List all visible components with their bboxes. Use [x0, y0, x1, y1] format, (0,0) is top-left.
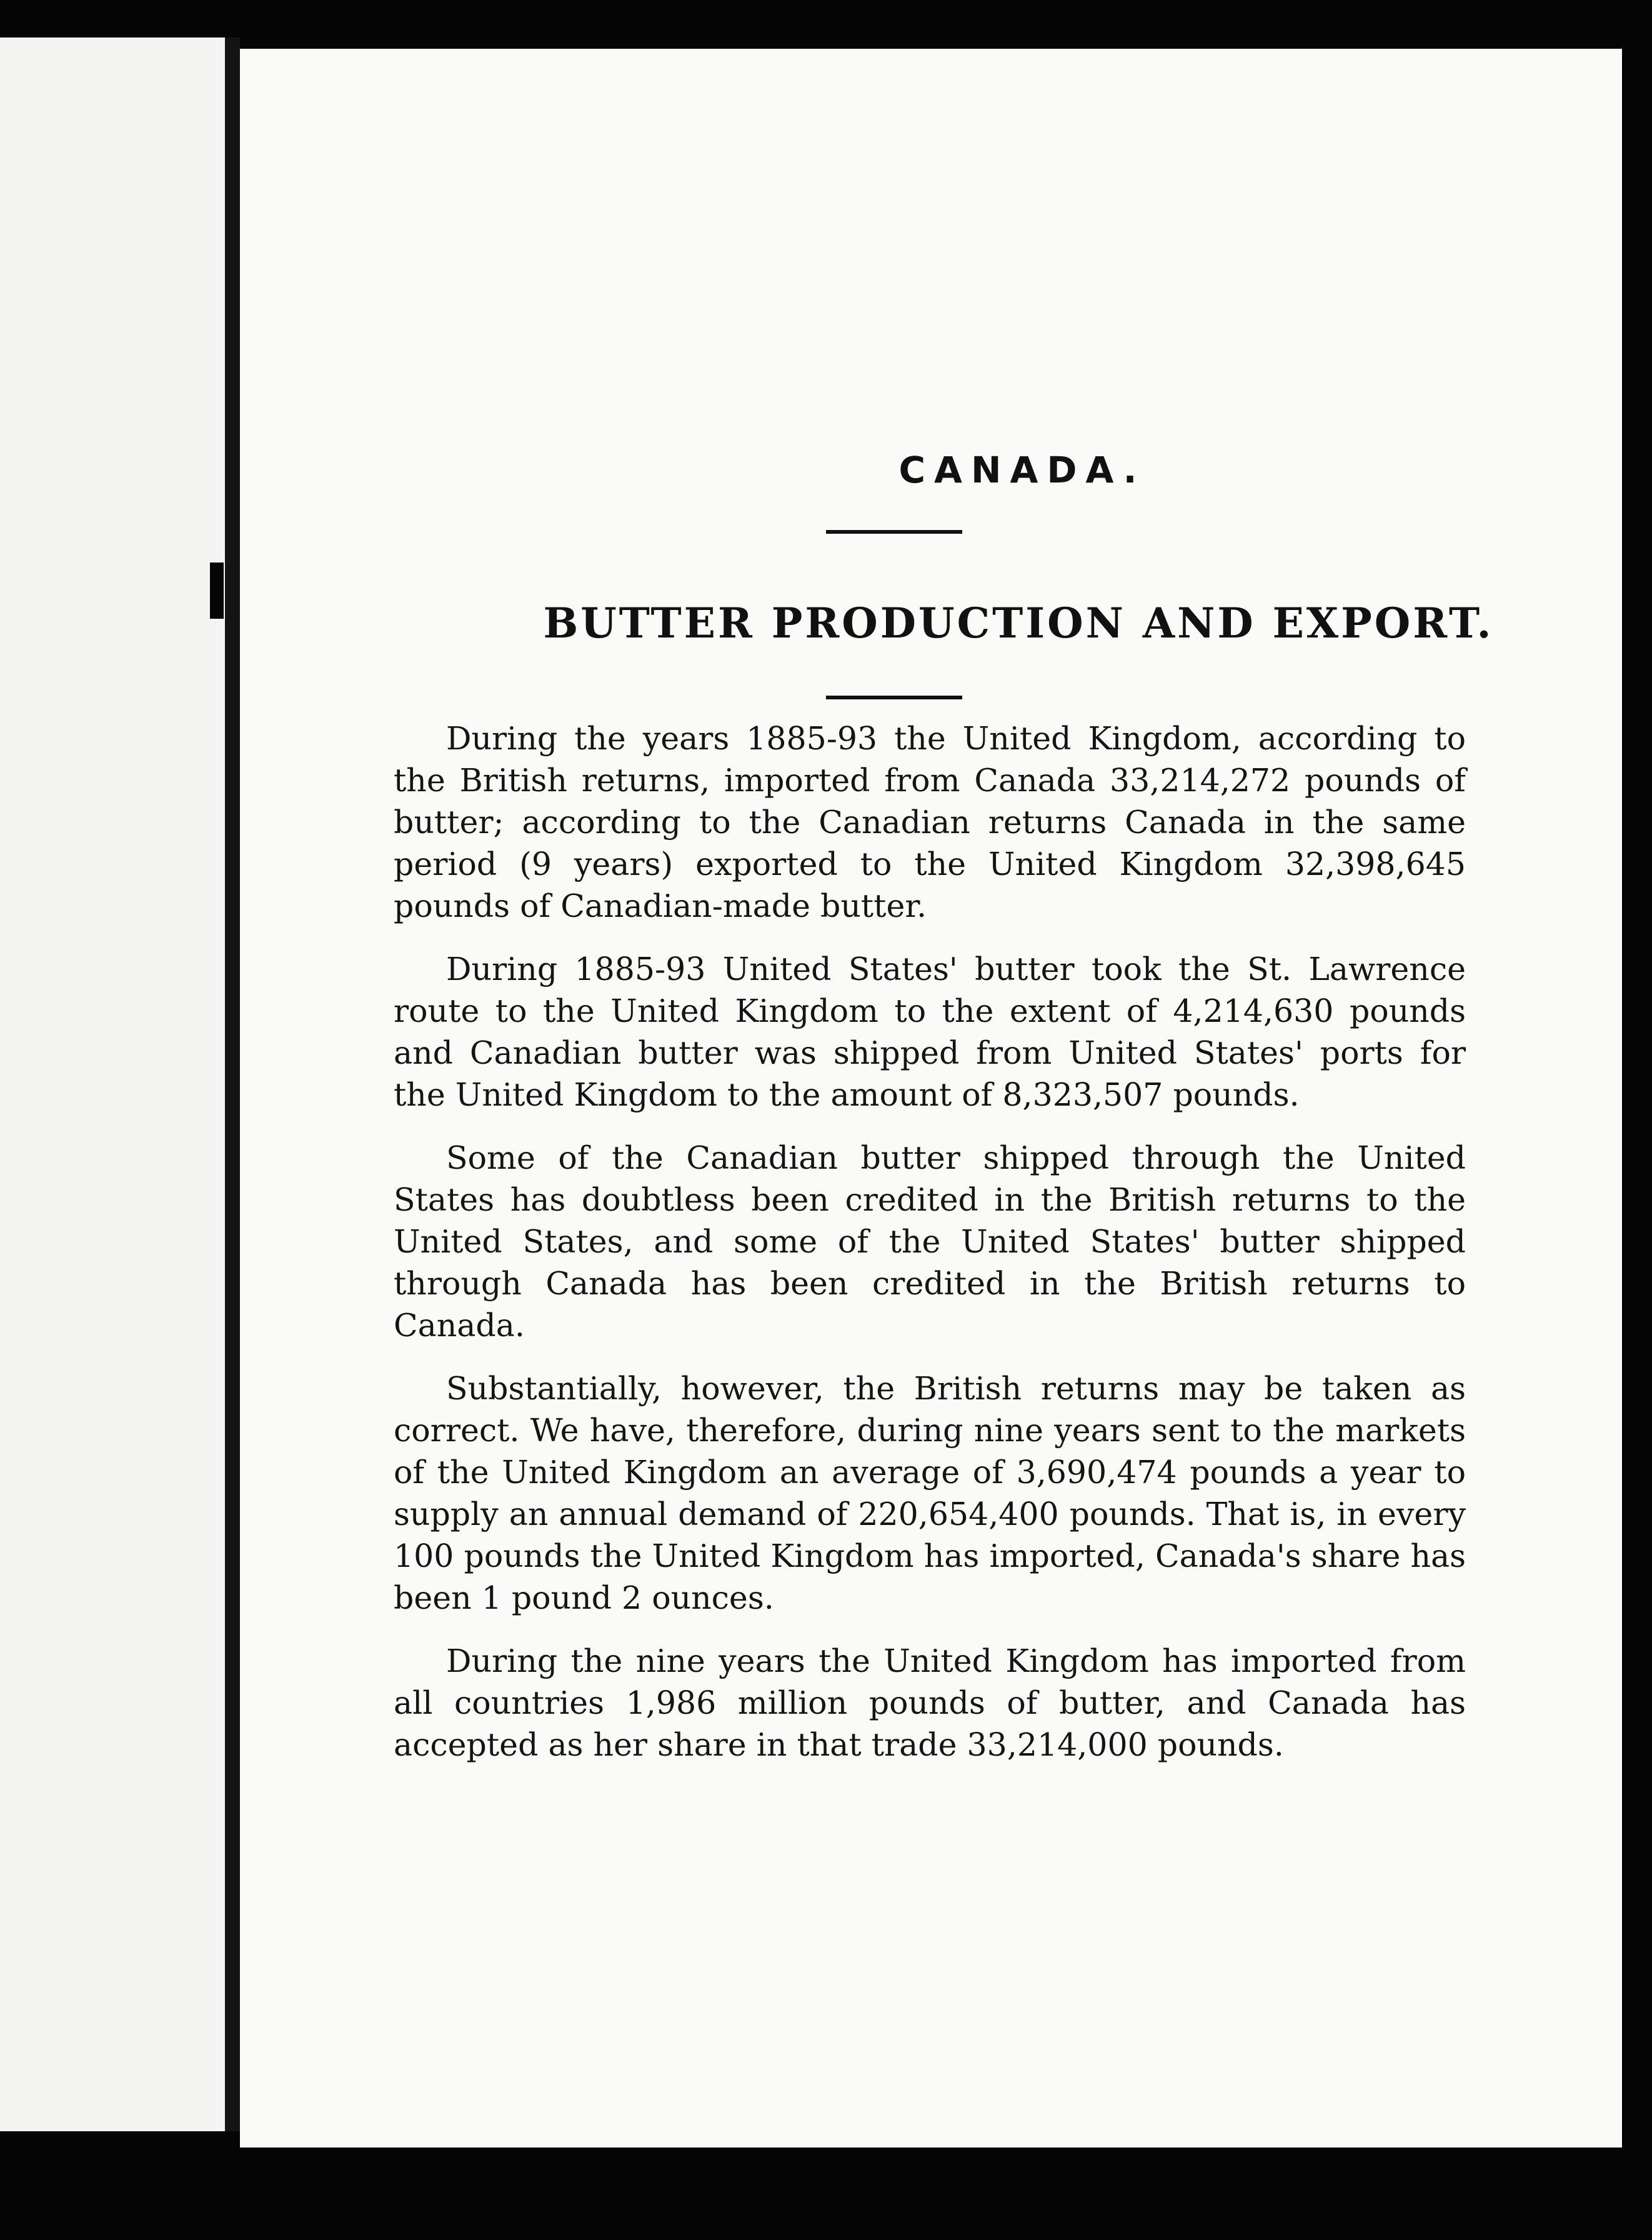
subtitle-rule: [826, 696, 962, 699]
page-title: CANADA.: [898, 449, 1146, 491]
paragraph-3: Some of the Canadian butter shipped through the United States has doubtless been credited in the British returns to the United States, and some of the United States' butter shipped through Canada has been credited in the British returns to Canada.: [394, 1139, 1466, 1344]
paragraph-1: During the years 1885-93 the United Kingdom, according to the British returns, imported from Canada 33,214,272 pounds of butter; according to the Canadian returns Canada in the same period (9 years) exported to the United Kingdom 32,398,645 pounds of Canadian-made butter.: [394, 720, 1466, 924]
document-page: [240, 49, 1622, 2148]
paragraph-4: Substantially, however, the British returns may be taken as correct. We have, therefore, during nine years sent to the markets of the United Kingdom an average of 3,690,474 pounds a year to supply an annual demand of 220,654,400 pounds. That is, in every 100 pounds the United Kingdom has imported, Canada's share has been 1 pound 2 ounces.: [394, 1370, 1466, 1616]
book-gutter: [225, 38, 240, 2131]
previous-page-edge: [0, 38, 225, 2131]
page-subtitle: BUTTER PRODUCTION AND EXPORT.: [543, 599, 1494, 648]
title-rule: [826, 530, 962, 534]
document-body: [394, 718, 1466, 1787]
binding-mark: [210, 562, 224, 619]
paragraph-5: During the nine years the United Kingdom has imported from all countries 1,986 million pounds of butter, and Canada has accepted as her share in that trade 33,214,000 pounds.: [394, 1642, 1466, 1763]
paragraph-2: During 1885-93 United States' butter took the St. Lawrence route to the United Kingdom to the extent of 4,214,630 pounds and Canadian butter was shipped from United States' ports for the United Kingdom to the amount of 8,323,507 pounds.: [394, 951, 1466, 1113]
